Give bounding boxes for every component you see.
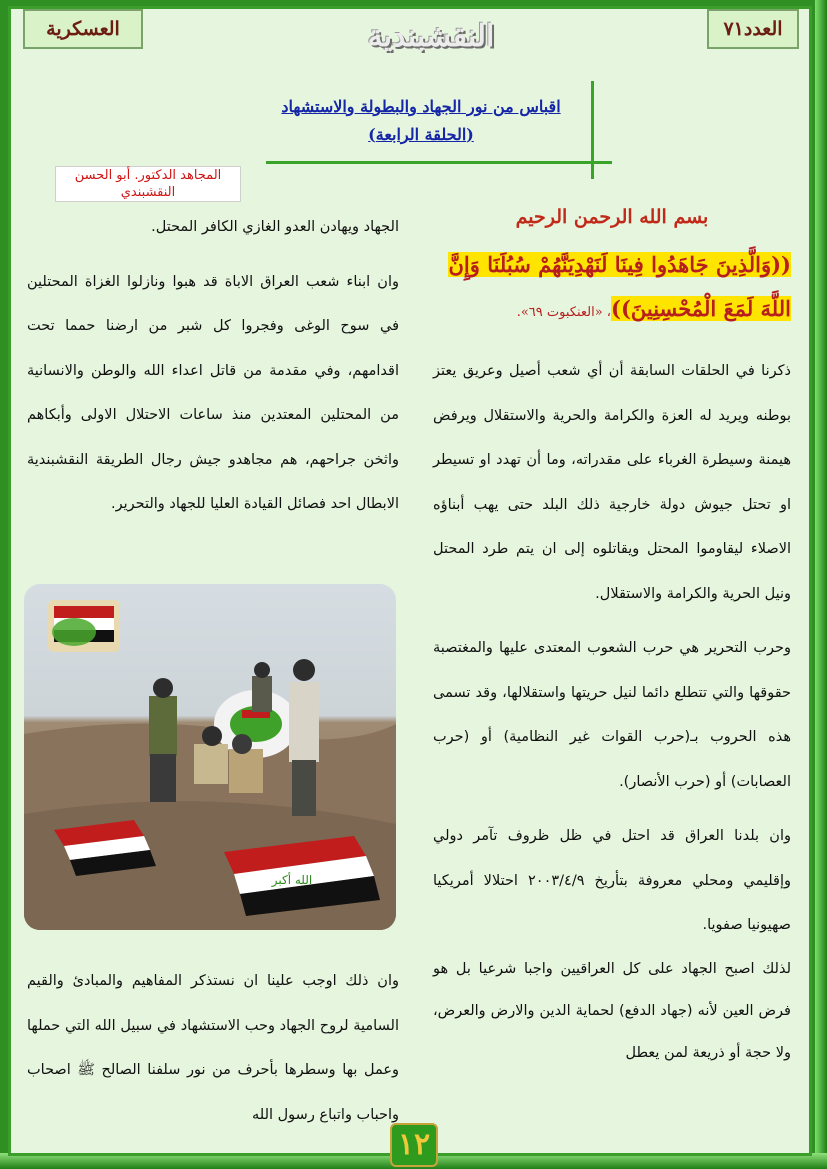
paragraph: وان بلدنا العراق قد احتل في ظل ظروف تآمر دولي وإقليمي ومحلي معروفة بتأريخ ٢٠٠٣/٤/٩ احتلالا أمريكيا صهيونيا صفويا. bbox=[433, 828, 791, 933]
flag-text: الله أكبر bbox=[271, 873, 313, 887]
basmala: بسم الله الرحمن الرحيم bbox=[515, 206, 709, 228]
masthead-logo: النقشبندية bbox=[367, 19, 495, 54]
divider-vertical bbox=[591, 81, 594, 179]
author-line-1: المجاهد الدكتور. أبو الحسن bbox=[74, 168, 222, 183]
left-column-top bbox=[27, 205, 399, 527]
title-line-1: اقباس من نور الجهاد والبطولة والاستشهاد bbox=[281, 97, 561, 116]
page-number: ١٢ bbox=[390, 1123, 438, 1167]
left-column-bottom bbox=[27, 959, 399, 1137]
paragraph: لذلك اصبح الجهاد على كل العراقيين واجبا شرعيا بل هو فرض العين لأنه (جهاد الدفع) لحماية الدين والارض والعرض، ولا حجة أو ذريعة لمن يعطل bbox=[433, 960, 791, 1061]
divider-horizontal bbox=[266, 161, 612, 164]
right-column bbox=[433, 205, 791, 1074]
title-line-2: (الحلقة الرابعة) bbox=[368, 125, 474, 144]
verse-reference: ، «العنكبوت ٦٩». bbox=[516, 305, 612, 320]
issue-tag: العدد٧١ bbox=[707, 9, 799, 49]
author-line-2: النقشبندي bbox=[120, 185, 176, 200]
author-box bbox=[55, 166, 241, 202]
right-border-bar bbox=[815, 0, 827, 1169]
paragraph: وحرب التحرير هي حرب الشعوب المعتدى عليها والمغتصبة حقوقها والتي تتطلع دائما لنيل حريتها واستقلالها، وقد تسمى هذه الحروب بـ(حرب القوات غير النظامية) أو (حرب العصابات) أو (حرب الأنصار). bbox=[433, 640, 791, 790]
paragraph: وان ابناء شعب العراق الاباة قد هبوا ونازلوا الغزاة المحتلين في سوح الوغى وفجروا كل شبر من ارضنا حمما تحت اقدامهم، وفي مقدمة من قاتل اعداء الله والوطن والانسانية من المحتلين المعتدين منذ ساعات الاحتلال الاولى وأبكاهم واثخن جراحهم، هم مجاهدو جيش رجال الطريقة النقشبندية الابطال احد فصائل القيادة العليا للجهاد والتحرير. bbox=[27, 273, 399, 512]
article-title bbox=[231, 93, 611, 149]
group-logo bbox=[48, 600, 120, 652]
paragraph: الجهاد ويهادن العدو الغازي الكافر المحتل. bbox=[151, 219, 399, 235]
paragraph: ذكرنا في الحلقات السابقة أن أي شعب أصيل وعريق يعتز بوطنه ويريد له العزة والكرامة والحرية والاستقلال ويرفض هيمنة وسيطرة الغرباء على مقدراته، وما أن تهدد او تسيطر او تحتل جيوش دولة خارجية ذلك البلد حتى يهب أبناؤه الاصلاء ليقاوموا المحتل ويقاتلوه إلى ان يتم طرد المحتل ونيل الحرية والكرامة والاستقلال. bbox=[433, 363, 791, 602]
verse-text: ((وَالَّذِينَ جَاهَدُوا فِينَا لَنَهْدِيَنَّهُمْ سُبُلَنَا وَإِنَّ اللَّهَ لَمَعَ الْمُحْسِنِينَ)) bbox=[448, 252, 791, 321]
mujahideen-photo bbox=[24, 584, 396, 930]
photo-illustration bbox=[24, 584, 396, 930]
category-tag: العسكرية bbox=[23, 9, 143, 49]
paragraph: وان ذلك اوجب علينا ان نستذكر المفاهيم والمبادئ والقيم السامية لروح الجهاد وحب الاستشهاد في سبيل الله التي حملها وعمل بها وسطرها بأحرف من نور سلفنا الصالح ﷺ اصحاب واحباب واتباع رسول الله bbox=[27, 973, 399, 1123]
page bbox=[8, 6, 812, 1156]
quran-verse bbox=[433, 243, 791, 335]
